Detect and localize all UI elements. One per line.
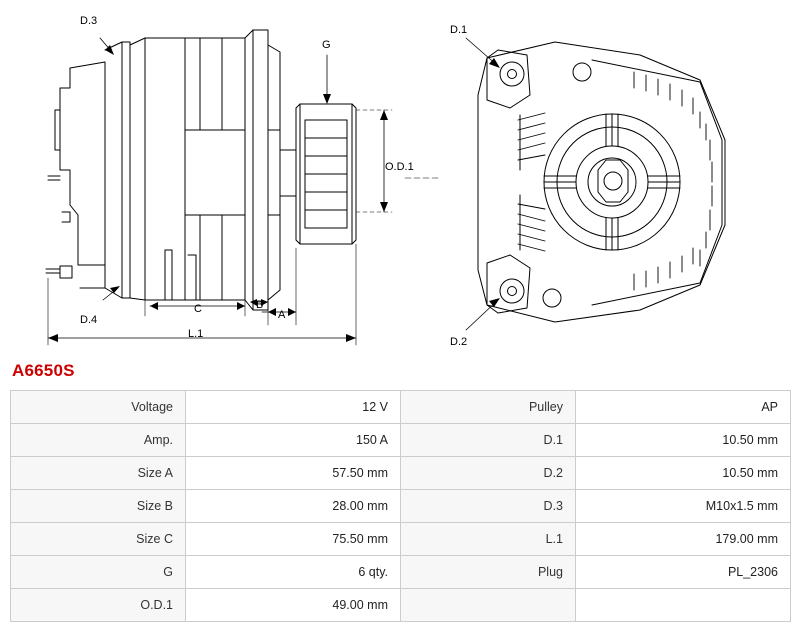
spec-value: 28.00 mm — [186, 490, 401, 523]
spec-value: 12 V — [186, 391, 401, 424]
alternator-side-view — [46, 30, 440, 345]
label-b: B — [256, 299, 264, 311]
spec-key: G — [11, 556, 186, 589]
spec-value: 57.50 mm — [186, 457, 401, 490]
spec-key: Voltage — [11, 391, 186, 424]
spec-key: D.3 — [401, 490, 576, 523]
label-d4: D.4 — [80, 314, 98, 326]
label-d3: D.3 — [80, 15, 98, 27]
spec-empty-cell — [576, 589, 791, 622]
spec-key: D.1 — [401, 424, 576, 457]
spec-key: Plug — [401, 556, 576, 589]
spec-key: D.2 — [401, 457, 576, 490]
spec-value: 10.50 mm — [576, 424, 791, 457]
label-c: C — [194, 303, 202, 315]
spec-empty-cell — [401, 589, 576, 622]
label-a: A — [278, 309, 286, 321]
table-row — [11, 556, 791, 589]
spec-value: AP — [576, 391, 791, 424]
specification-table — [10, 390, 791, 622]
table-row — [11, 424, 791, 457]
label-g: G — [322, 39, 331, 51]
label-l1: L.1 — [188, 328, 204, 340]
spec-value: 179.00 mm — [576, 523, 791, 556]
spec-key: Size A — [11, 457, 186, 490]
alternator-front-view — [466, 38, 725, 330]
spec-value: 49.00 mm — [186, 589, 401, 622]
label-od1: O.D.1 — [385, 161, 414, 173]
label-d1: D.1 — [450, 24, 468, 36]
spec-value: 75.50 mm — [186, 523, 401, 556]
spec-key: Size C — [11, 523, 186, 556]
part-number-title: A6650S — [12, 361, 75, 380]
spec-value: 150 A — [186, 424, 401, 457]
spec-key: L.1 — [401, 523, 576, 556]
spec-value: PL_2306 — [576, 556, 791, 589]
table-row — [11, 589, 791, 622]
table-row — [11, 391, 791, 424]
spec-value: 10.50 mm — [576, 457, 791, 490]
spec-value: 6 qty. — [186, 556, 401, 589]
spec-key: O.D.1 — [11, 589, 186, 622]
table-row — [11, 490, 791, 523]
spec-key: Size B — [11, 490, 186, 523]
spec-key: Pulley — [401, 391, 576, 424]
label-d2: D.2 — [450, 336, 468, 348]
table-row — [11, 523, 791, 556]
spec-value: M10x1.5 mm — [576, 490, 791, 523]
table-row — [11, 457, 791, 490]
spec-key: Amp. — [11, 424, 186, 457]
